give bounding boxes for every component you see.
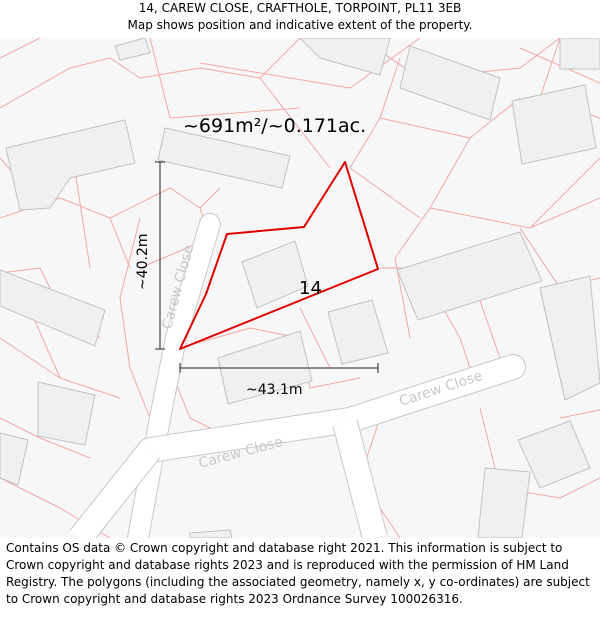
road-label: Carew Close: [196, 434, 285, 472]
area-label: ~691m²/~0.171ac.: [183, 115, 367, 137]
road-label: Carew Close: [159, 243, 198, 332]
building: [560, 38, 600, 69]
plot-number: 14: [299, 278, 322, 299]
building: [478, 468, 530, 538]
copyright-notice: Contains OS data © Crown copyright and database right 2021. This information is subject to Crown copyright and database rights 2023 and is reproduced with the permission of HM Land Registry. The polygons (including the associated geometry, namely x, y co-ordinates) are subject to Crown copyright and database rights 2023 Ordnance Survey 100026316.: [6, 541, 590, 606]
width-label: ~43.1m: [246, 382, 303, 398]
height-label: ~40.2m: [135, 233, 151, 290]
map-header: [0, 0, 600, 38]
road-label: Carew Close: [397, 367, 485, 410]
property-address: 14, CAREW CLOSE, CRAFTHOLE, TORPOINT, PL11 3EB: [138, 1, 462, 15]
map-subtitle: Map shows position and indicative extent of the property.: [127, 18, 473, 32]
property-map[interactable]: [0, 38, 600, 538]
